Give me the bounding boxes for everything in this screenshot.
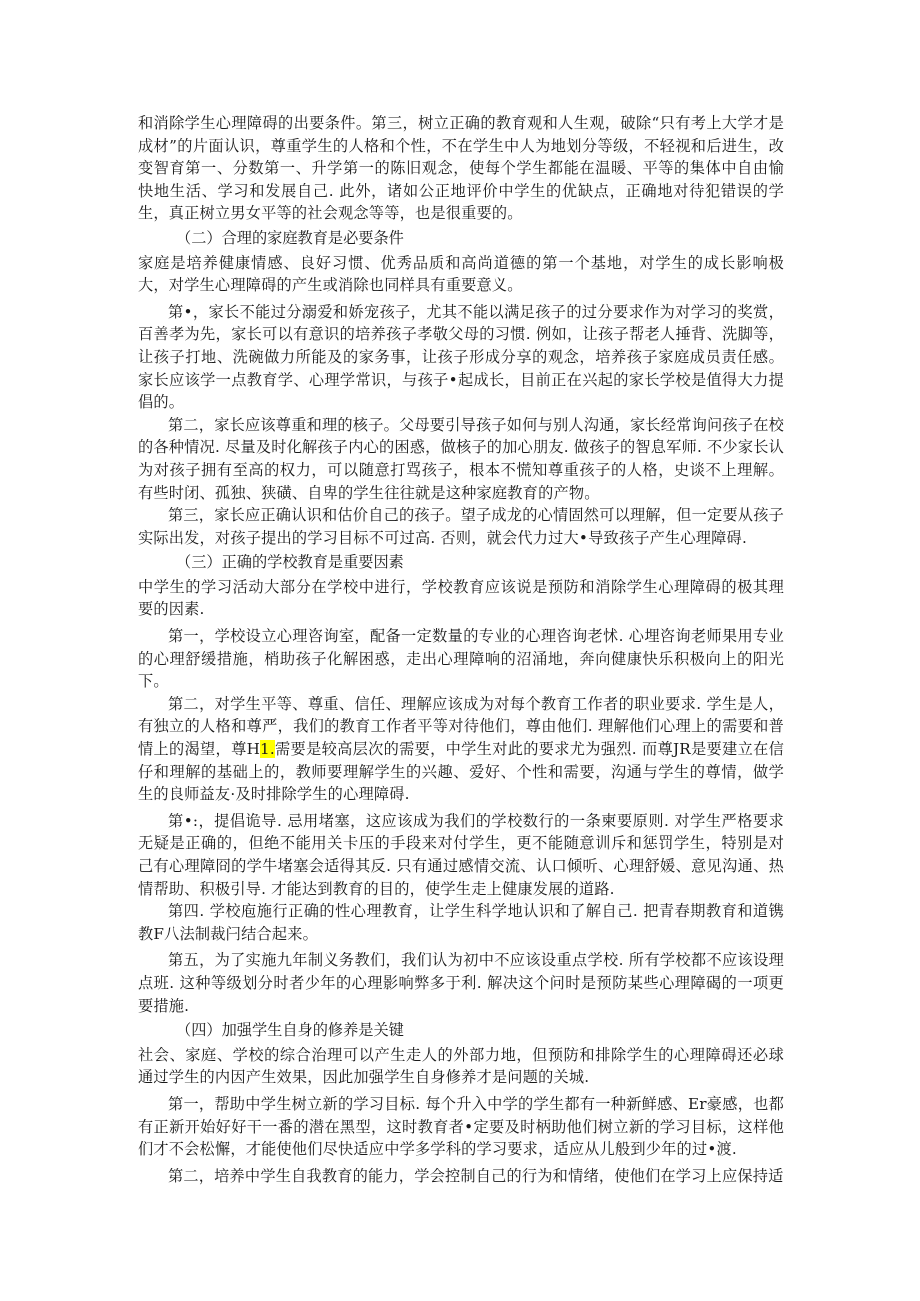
document-page (138, 112, 784, 1187)
paragraph (138, 693, 784, 806)
paragraph: 第一，学校设立心理咨询室，配备一定数量的专业的心理咨询老怵. 心埋咨询老师果用专业的心理舒缓措施，梢助孩子化解困惑，走出心理障响的沼涌地，奔向健康快乐积极向上的阳光下。 (138, 627, 784, 691)
paragraph: 第二，培养中学生自我教育的能力，学会控制自己的行为和情绪，使他们在学习上应保持适 (168, 1166, 784, 1185)
section-heading: （二）合理的家庭教育是必要条件 (176, 228, 404, 247)
highlighted-text: 1. (260, 740, 275, 759)
paragraph: 中学生的学习活动大部分在学校中进行，学校教育应该说是预防和消除学生心理障碍的极其理要的因素. (138, 577, 784, 619)
paragraph: 家庭是培养健康情感、良好习惯、优秀品质和高尚道德的第一个基地，对学生的成长影响极大，对学生心理障碍的产生或消除也同样具有重要意义。 (138, 253, 784, 295)
paragraph: 第•:，提倡诡导. 忌用堵塞，这应该成为我们的学校数行的一条柬要原则. 对学生严格要求无疑是正确的，但绝不能用关卡压的手段来对付学生，更不能随意训斥和惩罚学生，特别是对己有心理障冏的学牛堵塞会适得其反. 只有通过感情交流、认口倾听、心理舒媛、意见沟通、热情帮助、积极引导. 才能达到教育的目的，使学生走上健康发展的道路. (138, 811, 784, 898)
paragraph-text: 需要是较高层次的需要，中学生对此的要求尤为强烈. 而尊JR是要建立在信仔和理解的基础上的，教师要理解学生的兴趣、爱好、个性和需要，沟通与学生的尊情，做学生的良师益友·及时排除学生的心理障碍. (138, 740, 784, 804)
paragraph: 第•，家长不能过分溺爱和娇宠孩子，尤其不能以满足孩子的过分要求作为对学习的奖赏，百善孝为先，家长可以有意识的培养孩子孝敬父母的习惯. 例如，让孩子帮老人捶背、洗脚等，让孩子打地、洗碗做力所能及的家务事，让孩子形成分享的观念，培养孩子家庭成员责任感。家长应该学一点教育学、心理学常识，与孩子•起成长，目前正在兴起的家长学校是值得大力提倡的。 (138, 302, 784, 412)
paragraph: 第二，家长应该尊重和理的核子。父母要引导孩子如何与别人沟通，家长经常询问孩子在校的各种情况. 尽量及时化解孩子内心的困惑，做核子的加心朋友. 做孩子的智息军师. 不少家长认为对孩子拥有至高的权力，可以随意打骂孩子，根本不慌知尊重孩子的人格，史谈不上理解。有些时闭、孤独、狭磺、自卑的学生往往就是这种家庭教育的产物。 (138, 415, 784, 502)
paragraph: 社会、家庭、学校的综合治理可以产生走人的外部力地，但预防和排除学生的心理障碍还必球通过学生的内因产生效果，因此加强学生自身修养才是问题的关城. (138, 1045, 784, 1087)
paragraph: 第五，为了实施九年制义务教们，我们认为初中不应该设重点学校. 所有学校都不应该设理点班. 这种等级划分时者少年的心理影响弊多于利. 解决这个问时是预防某些心理障碣的一项更要措施. (138, 951, 784, 1015)
paragraph: 第三，家长应正确认识和估价自己的孩子。望子成龙的心情固然可以理解，但一定要从孩子实际出发，对孩子提出的学习目标不可过高. 否则，就会代力过大•导致孩子产生心理障碍. (138, 506, 784, 547)
section-heading: （四）加强学生自身的修养是关键 (176, 1021, 404, 1040)
paragraph: 第一，帮助中学生树立新的学习目标. 每个升入中学的学生都有一种新鲜感、Er豪感，也都有正新开始好好干一番的潜在黑型，这时教育者•定要及时柄助他们树立新的学习目标，这样他们才不会松懈，才能使他们尽快适应中学多学科的学习要求，适应从儿般到少年的过•渡. (138, 1094, 784, 1159)
section-heading: （三）正确的学校教育是重要因素 (176, 553, 404, 572)
paragraph-text: 第二，对学生平等、尊重、信任、理解应该成为对每个教育工作者的职业要求. 学生是人，有独立的人格和尊严，我们的教育工作者平等对待他们，尊由他们. 理解他们心理上的需要和普情上的渴望，尊H (138, 694, 784, 759)
paragraph: 第四. 学校庖施行正确的性心理教育，让学生科学地认识和了解自己. 把青春期教育和道镌教F八法制裁闩结合起来。 (138, 902, 784, 943)
paragraph: 和消除学生心理障碍的出要条件。第三，树立正确的教育观和人生观，破除“只有考上大学才是成材”的片面认识，尊重学生的人格和个性，不在学生中人为地划分等级，不轻视和后进生，改变智育第一、分数第一、升学第一的陈旧观念，使每个学生都能在温暖、平等的集体中自由愉快地生活、学习和发展自己. 此外，诸如公正地评价中学生的优缺点，正确地对待犯错误的学生，真正树立男女平等的社会观念等等，也是很重要的。 (138, 114, 784, 223)
